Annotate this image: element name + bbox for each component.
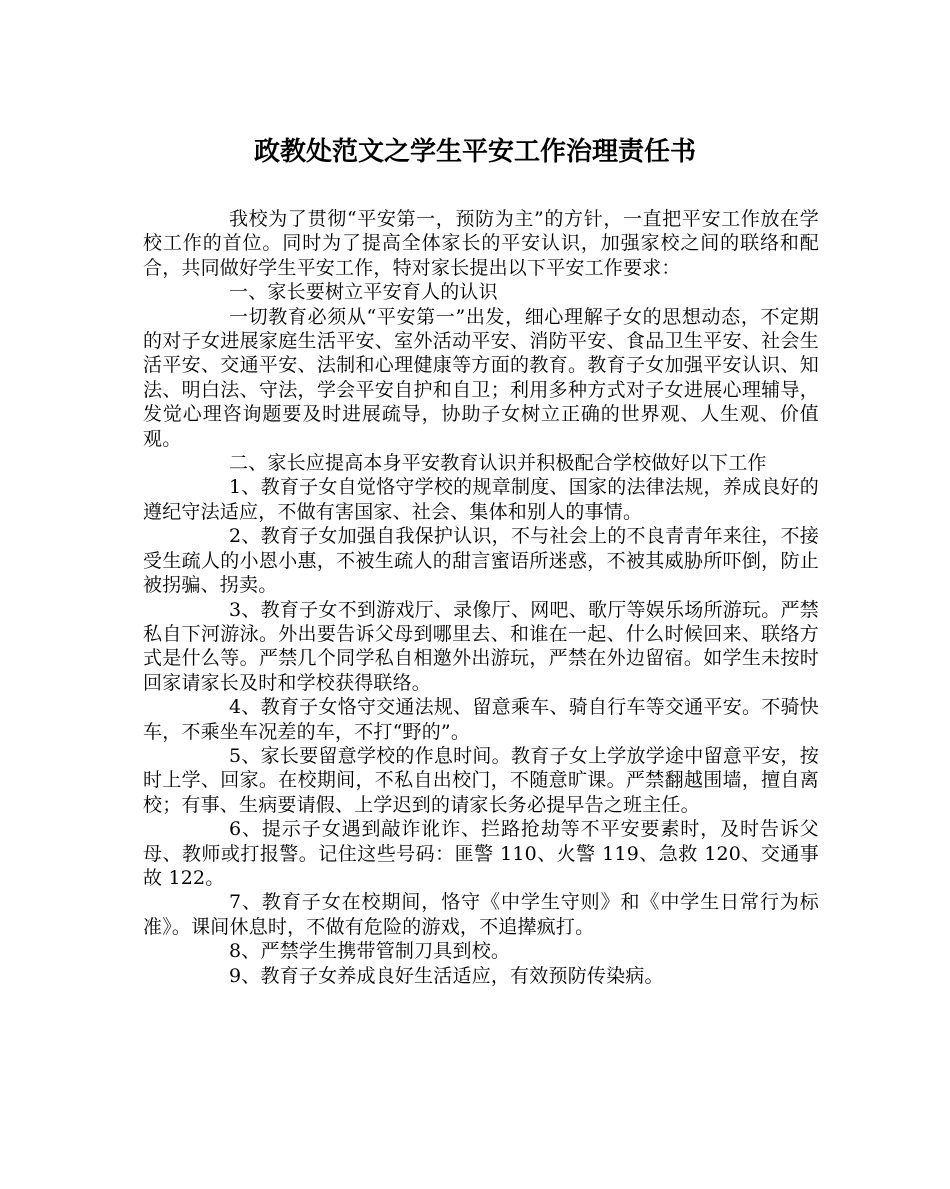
document-body (143, 207, 819, 988)
section-heading-1: 一、家长要树立平安育人的认识 (229, 281, 498, 304)
list-item-2: 2、教育子女加强自我保护认识，不与社会上的不良青青年来往，不接受生疏人的小恩小惠，不被生疏人的甜言蜜语所迷惑，不被其威胁所吓倒，防止被拐骗、拐卖。 (143, 525, 819, 597)
section-heading-2: 二、家长应提高本身平安教育认识并积极配合学校做好以下工作 (229, 452, 767, 475)
list-item-1: 1、教育子女自觉恪守学校的规章制度、国家的法律法规，养成良好的遵纪守法适应，不做有害国家、社会、集体和别人的事情。 (143, 476, 819, 523)
list-item-7: 7、教育子女在校期间，恪守《中学生守则》和《中学生日常行为标准》。课间休息时，不做有危险的游戏，不追撵疯打。 (143, 891, 819, 938)
list-item-9: 9、教育子女养成良好生活适应，有效预防传染病。 (229, 964, 664, 987)
document-title: 政教处范文之学生平安工作治理责任书 (253, 137, 696, 167)
list-item-5: 5、家长要留意学校的作息时间。教育子女上学放学途中留意平安，按时上学、回家。在校期间，不私自出校门，不随意旷课。严禁翻越围墙，擅自离校；有事、生病要请假、上学迟到的请家长务必提早告之班主任。 (143, 744, 819, 816)
list-item-3: 3、教育子女不到游戏厅、录像厅、网吧、歌厅等娱乐场所游玩。严禁私自下河游泳。外出要告诉父母到哪里去、和谁在一起、什么时候回来、联络方式是什么等。严禁几个同学私自相邀外出游玩，严禁在外边留宿。如学生未按时回家请家长及时和学校获得联络。 (143, 598, 819, 694)
list-item-4: 4、教育子女恪守交通法规、留意乘车、骑自行车等交通平安。不骑快车，不乘坐车况差的车，不打“野的”。 (143, 696, 819, 743)
list-item-8: 8、严禁学生携带管制刀具到校。 (229, 940, 511, 963)
paragraph-section-1: 一切教育必须从“平安第一”出发，细心理解子女的思想动态，不定期的对子女进展家庭生活平安、室外活动平安、消防平安、食品卫生平安、社会生活平安、交通平安、法制和心理健康等方面的教育。教育子女加强平安认识、知法、明白法、守法，学会平安自护和自卫；利用多种方式对子女进展心理辅导，发觉心理咨询题要及时进展疏导，协助子女树立正确的世界观、人生观、价值观。 (143, 305, 819, 450)
paragraph-intro: 我校为了贯彻“平安第一，预防为主”的方针，一直把平安工作放在学校工作的首位。同时为了提高全体家长的平安认识，加强家校之间的联络和配合，共同做好学生平安工作，特对家长提出以下平安工作要求： (143, 208, 819, 279)
list-item-6: 6、提示子女遇到敲诈讹诈、拦路抢劫等不平安要素时，及时告诉父母、教师或打报警。记住这些号码：匪警 110、火警 119、急救 120、交通事故 122。 (143, 818, 819, 889)
